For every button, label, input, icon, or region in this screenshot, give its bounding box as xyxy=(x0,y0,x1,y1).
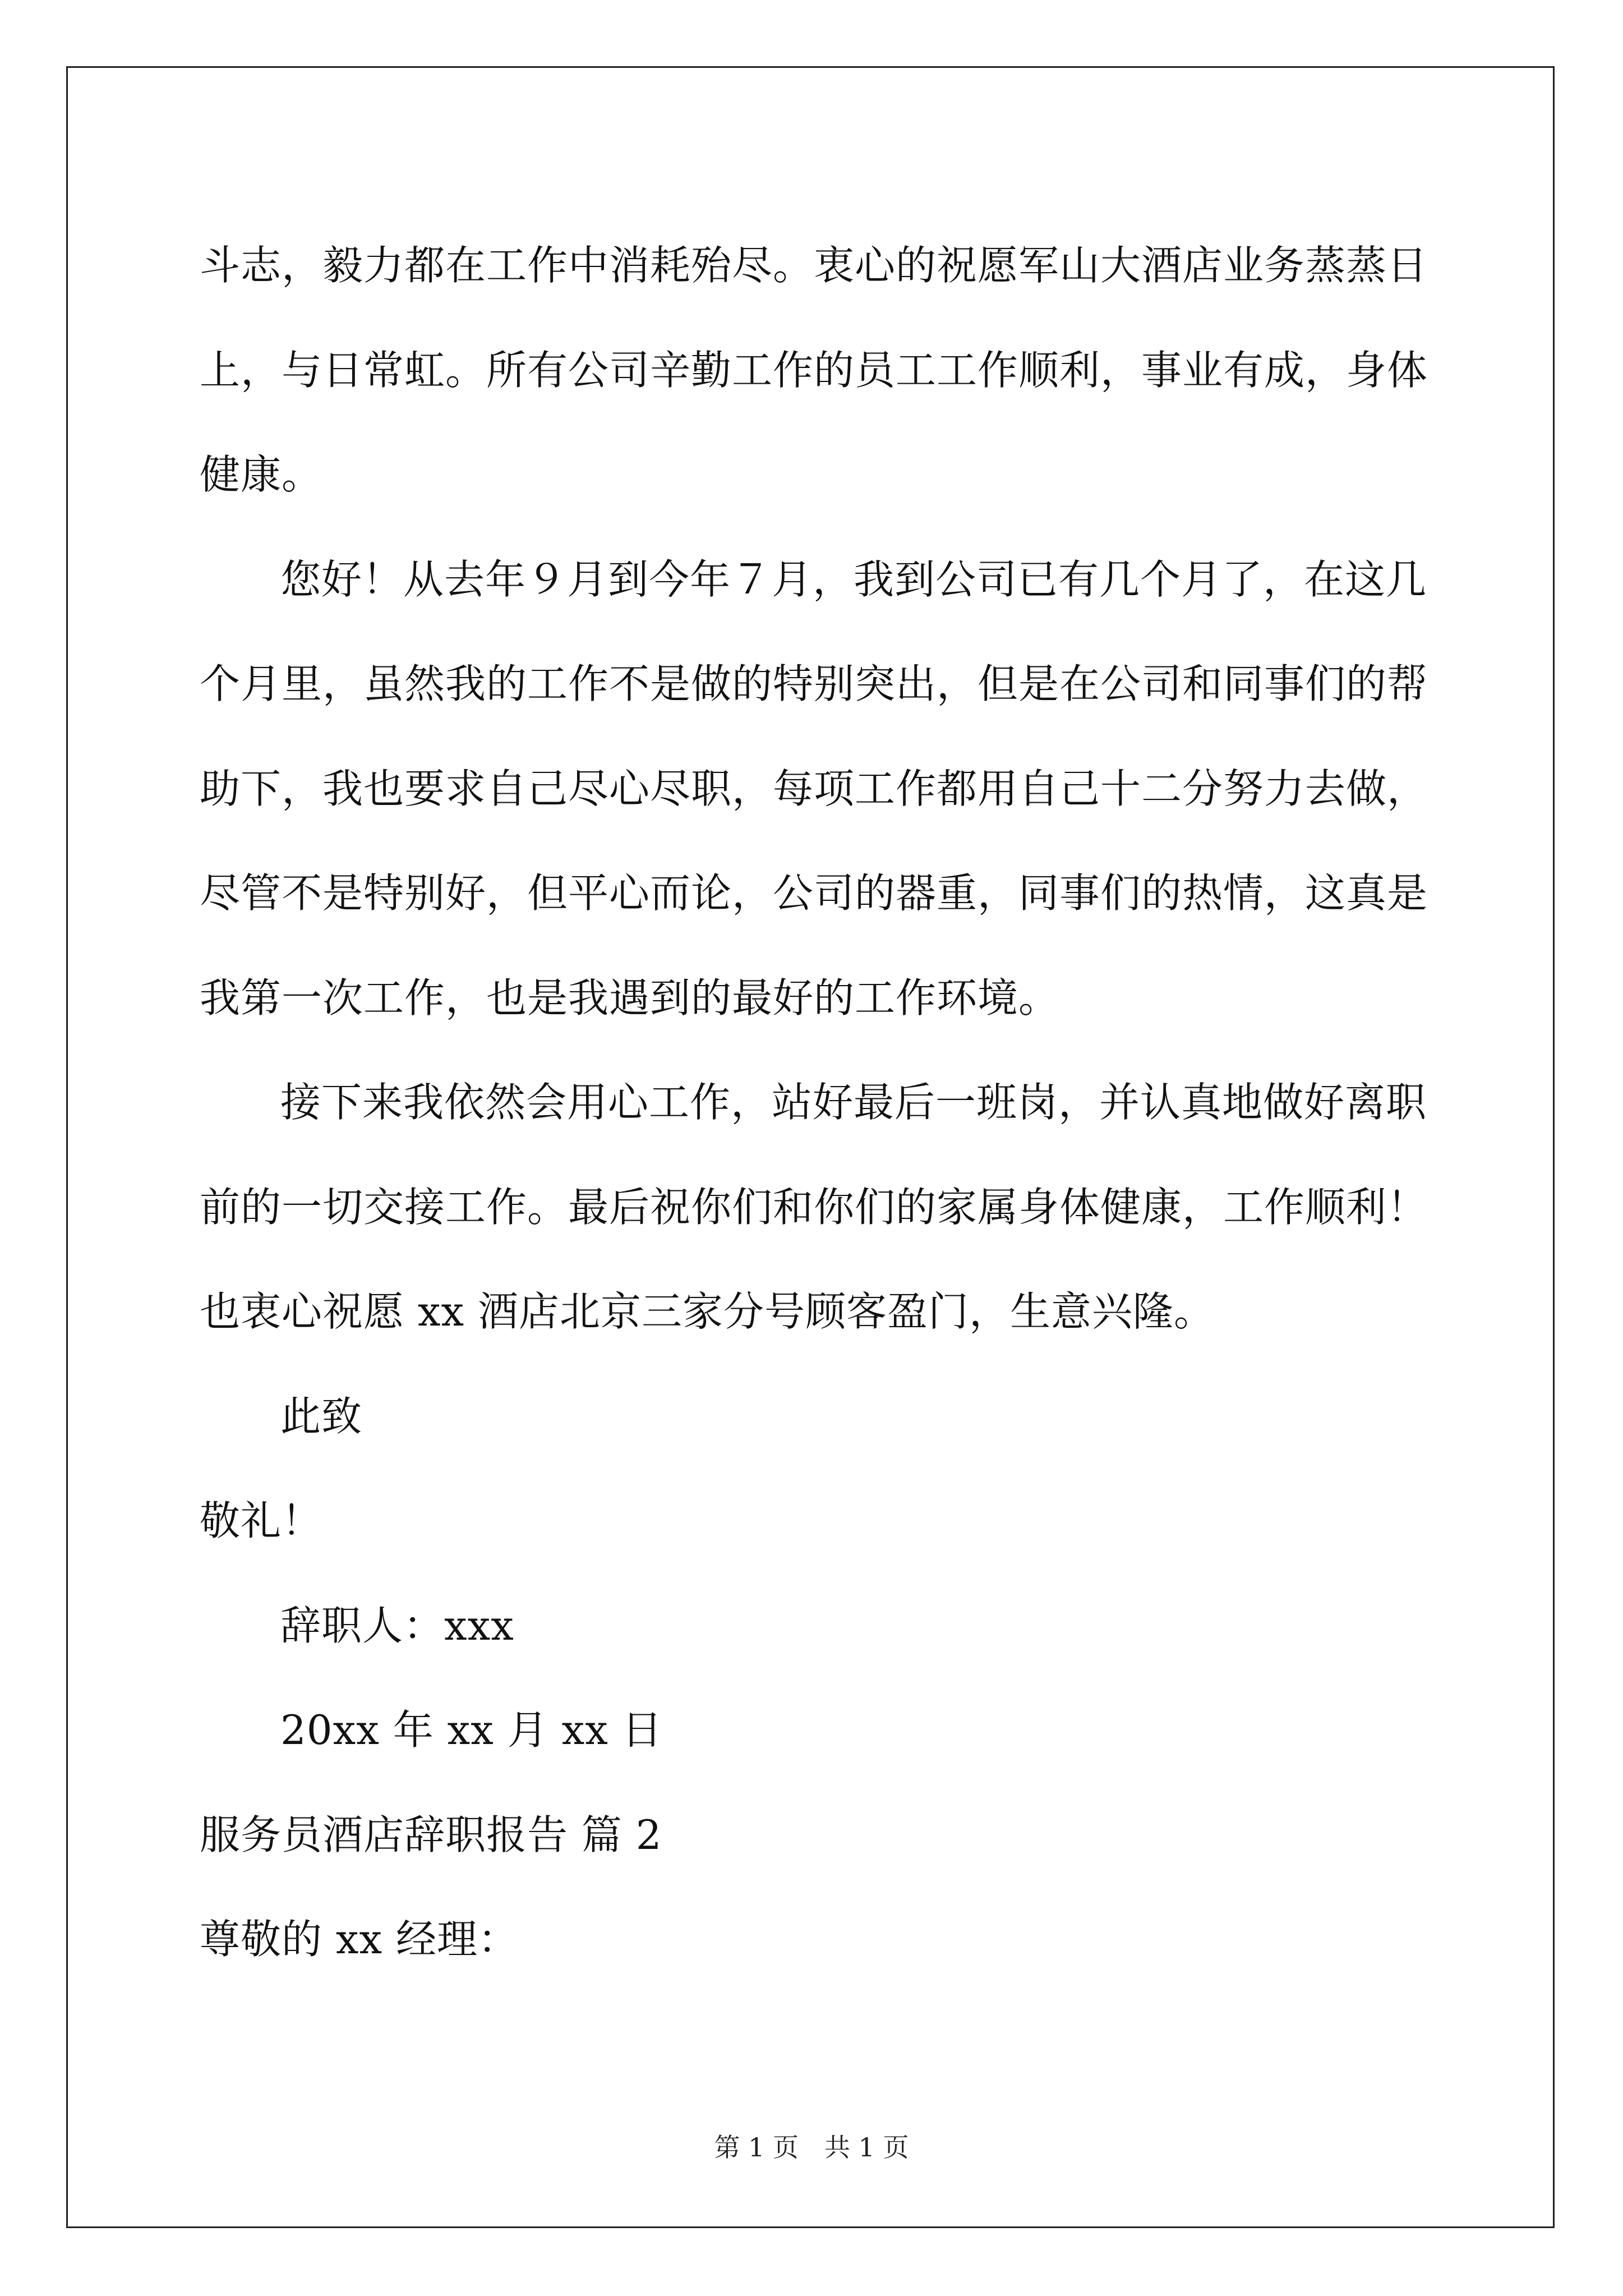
body-line-3: 健康。 xyxy=(200,451,323,498)
greeting-line: 尊敬的 xx 经理： xyxy=(200,1916,519,1963)
date-line: 20xx 年 xx 月 xx 日 xyxy=(280,1706,663,1754)
section-title: 服务员酒店辞职报告 篇 2 xyxy=(200,1811,662,1858)
body-line-6: 助下，我也要求自己尽心尽职，每项工作都用自己十二分努力去做， xyxy=(200,765,1428,812)
body-line-8: 我第一次工作，也是我遇到的最好的工作环境。 xyxy=(200,974,1060,1022)
body-line-9: 接下来我依然会用心工作，站好最后一班岗，并认真地做好离职 xyxy=(280,1079,1427,1126)
body-line-1: 斗志，毅力都在工作中消耗殆尽。衷心的祝愿军山大酒店业务蒸蒸日 xyxy=(200,242,1428,289)
closing-salutation: 此致 xyxy=(280,1392,363,1440)
body-line-7: 尽管不是特别好，但平心而论，公司的器重，同事们的热情，这真是 xyxy=(200,869,1428,917)
closing-regards: 敬礼！ xyxy=(200,1497,323,1544)
document-body xyxy=(200,213,1426,1992)
body-line-4: 您好！从去年９月到今年７月，我到公司已有几个月了，在这几 xyxy=(280,555,1427,603)
page-footer: 第 1 页 共 1 页 xyxy=(714,2132,909,2162)
body-line-2: 上，与日常虹。所有公司辛勤工作的员工工作顺利，事业有成，身体 xyxy=(200,346,1428,394)
body-line-11: 也衷心祝愿 xx 酒店北京三家分号顾客盈门，生意兴隆。 xyxy=(200,1288,1215,1335)
signature-line: 辞职人：xxx xyxy=(280,1602,514,1649)
body-line-10: 前的一切交接工作。最后祝你们和你们的家属身体健康，工作顺利！ xyxy=(200,1183,1428,1231)
body-line-5: 个月里，虽然我的工作不是做的特别突出，但是在公司和同事们的帮 xyxy=(200,660,1428,707)
